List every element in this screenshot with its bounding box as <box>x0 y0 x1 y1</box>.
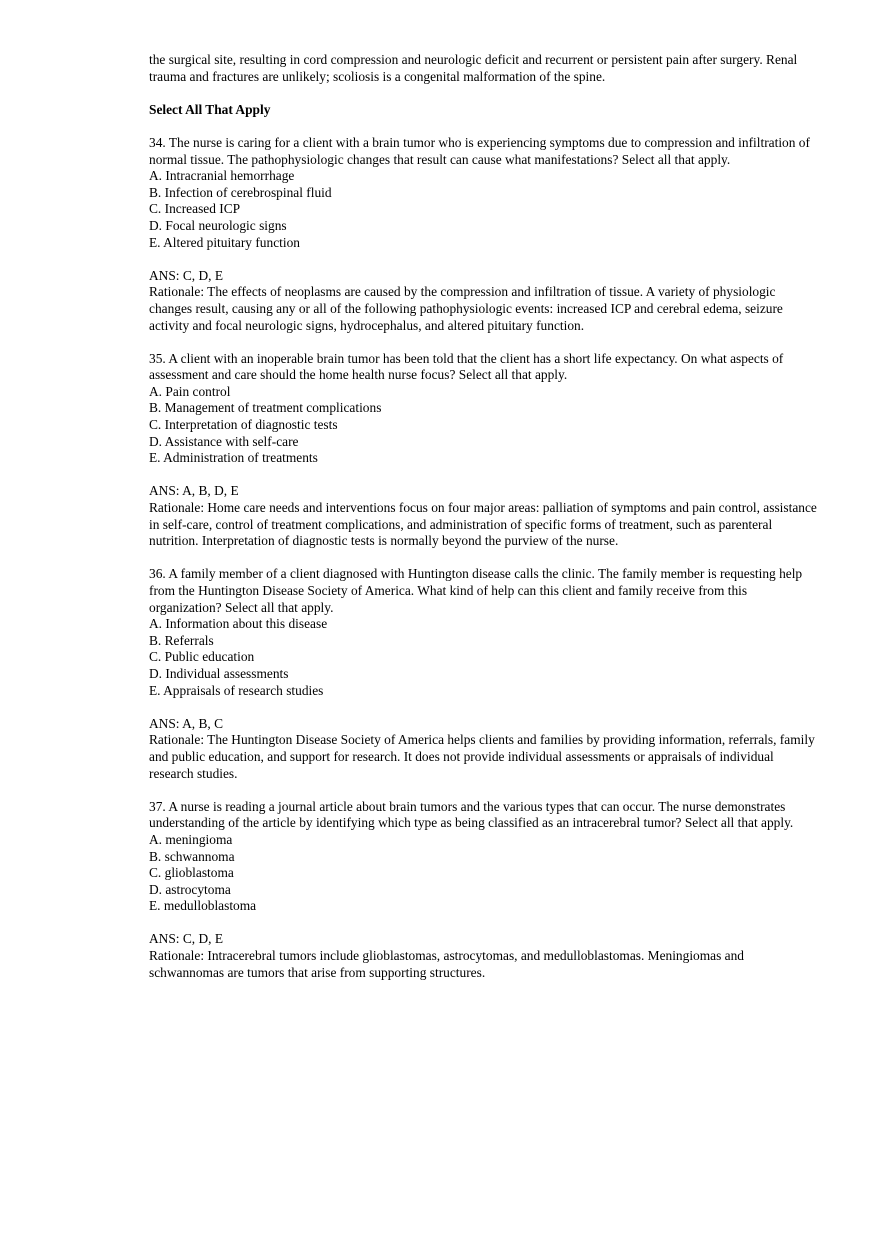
answer-option: A. meningioma <box>149 831 233 847</box>
spacer <box>149 118 819 135</box>
answer-option: C. Interpretation of diagnostic tests <box>149 417 338 433</box>
answer-option: B. Infection of cerebrospinal fluid <box>149 184 332 200</box>
rationale-text: Rationale: Home care needs and interventions focus on four major areas: palliation of symptoms and pain control, assistance in self-care, control of treatment complications, and administration of specific forms of treatment, such as parenteral nutrition. Interpretation of diagnostic tests is normally beyond the purview of the nurse. <box>149 500 817 549</box>
answer-option: D. astrocytoma <box>149 881 231 897</box>
question-block-37 <box>149 799 819 982</box>
rationale-text: Rationale: The Huntington Disease Society of America helps clients and families by providing information, referrals, family and public education, and support for research. It does not provide individual assessments or appraisals of individual research studies. <box>149 732 815 781</box>
document-page <box>149 52 819 981</box>
answer-option: B. Referrals <box>149 632 214 648</box>
answer-option: A. Pain control <box>149 383 231 399</box>
spacer <box>149 915 819 932</box>
answer-option: A. Information about this disease <box>149 616 328 632</box>
spacer <box>149 550 819 567</box>
question-block-34 <box>149 135 819 334</box>
spacer <box>149 251 819 268</box>
answer-option: C. Increased ICP <box>149 201 241 217</box>
answer-option: D. Assistance with self-care <box>149 433 299 449</box>
answer-option: E. medulloblastoma <box>149 898 257 914</box>
question-block-35 <box>149 351 819 550</box>
spacer <box>149 699 819 716</box>
answer-key: ANS: A, B, C <box>149 715 224 731</box>
section-heading: Select All That Apply <box>149 101 271 117</box>
answer-option: E. Appraisals of research studies <box>149 682 324 698</box>
question-stem: 34. The nurse is caring for a client with a brain tumor who is experiencing symptoms due to compression and infiltration of normal tissue. The pathophysiologic changes that result can cause what manifestations? Select all that apply. <box>149 134 810 167</box>
answer-option: A. Intracranial hemorrhage <box>149 168 295 184</box>
answer-option: E. Altered pituitary function <box>149 234 300 250</box>
answer-option: C. glioblastoma <box>149 865 234 881</box>
spacer <box>149 467 819 484</box>
question-stem: 37. A nurse is reading a journal article about brain tumors and the various types that can occur. The nurse demonstrates understanding of the article by identifying which type as being classified as an intracerebral tumor? Select all that apply. <box>149 798 794 831</box>
answer-key: ANS: C, D, E <box>149 267 224 283</box>
answer-option: B. schwannoma <box>149 848 235 864</box>
spacer <box>149 85 819 102</box>
spacer <box>149 782 819 799</box>
answer-option: E. Administration of treatments <box>149 450 318 466</box>
answer-key: ANS: C, D, E <box>149 931 224 947</box>
answer-option: D. Focal neurologic signs <box>149 217 287 233</box>
question-stem: 36. A family member of a client diagnosed with Huntington disease calls the clinic. The family member is requesting help from the Huntington Disease Society of America. What kind of help can this client and family receive from this organization? Select all that apply. <box>149 566 803 615</box>
spacer <box>149 334 819 351</box>
rationale-text: Rationale: The effects of neoplasms are caused by the compression and infiltration of tissue. A variety of physiologic changes result, causing any or all of the following pathophysiologic events: increased ICP and cerebral edema, seizure activity and focal neurologic signs, hydrocephalus, and altered pituitary function. <box>149 284 783 333</box>
answer-key: ANS: A, B, D, E <box>149 483 239 499</box>
intro-paragraph: the surgical site, resulting in cord compression and neurologic deficit and recurrent or persistent pain after surgery. Renal trauma and fractures are unlikely; scoliosis is a congenital malformation of the spine. <box>149 52 798 84</box>
answer-option: C. Public education <box>149 649 255 665</box>
answer-option: D. Individual assessments <box>149 665 289 681</box>
question-block-36 <box>149 566 819 782</box>
rationale-text: Rationale: Intracerebral tumors include glioblastomas, astrocytomas, and medulloblastomas. Meningiomas and schwannomas are tumors that arise from supporting structures. <box>149 948 744 980</box>
question-stem: 35. A client with an inoperable brain tumor has been told that the client has a short life expectancy. On what aspects of assessment and care should the home health nurse focus? Select all that apply. <box>149 350 784 383</box>
answer-option: B. Management of treatment complications <box>149 400 382 416</box>
